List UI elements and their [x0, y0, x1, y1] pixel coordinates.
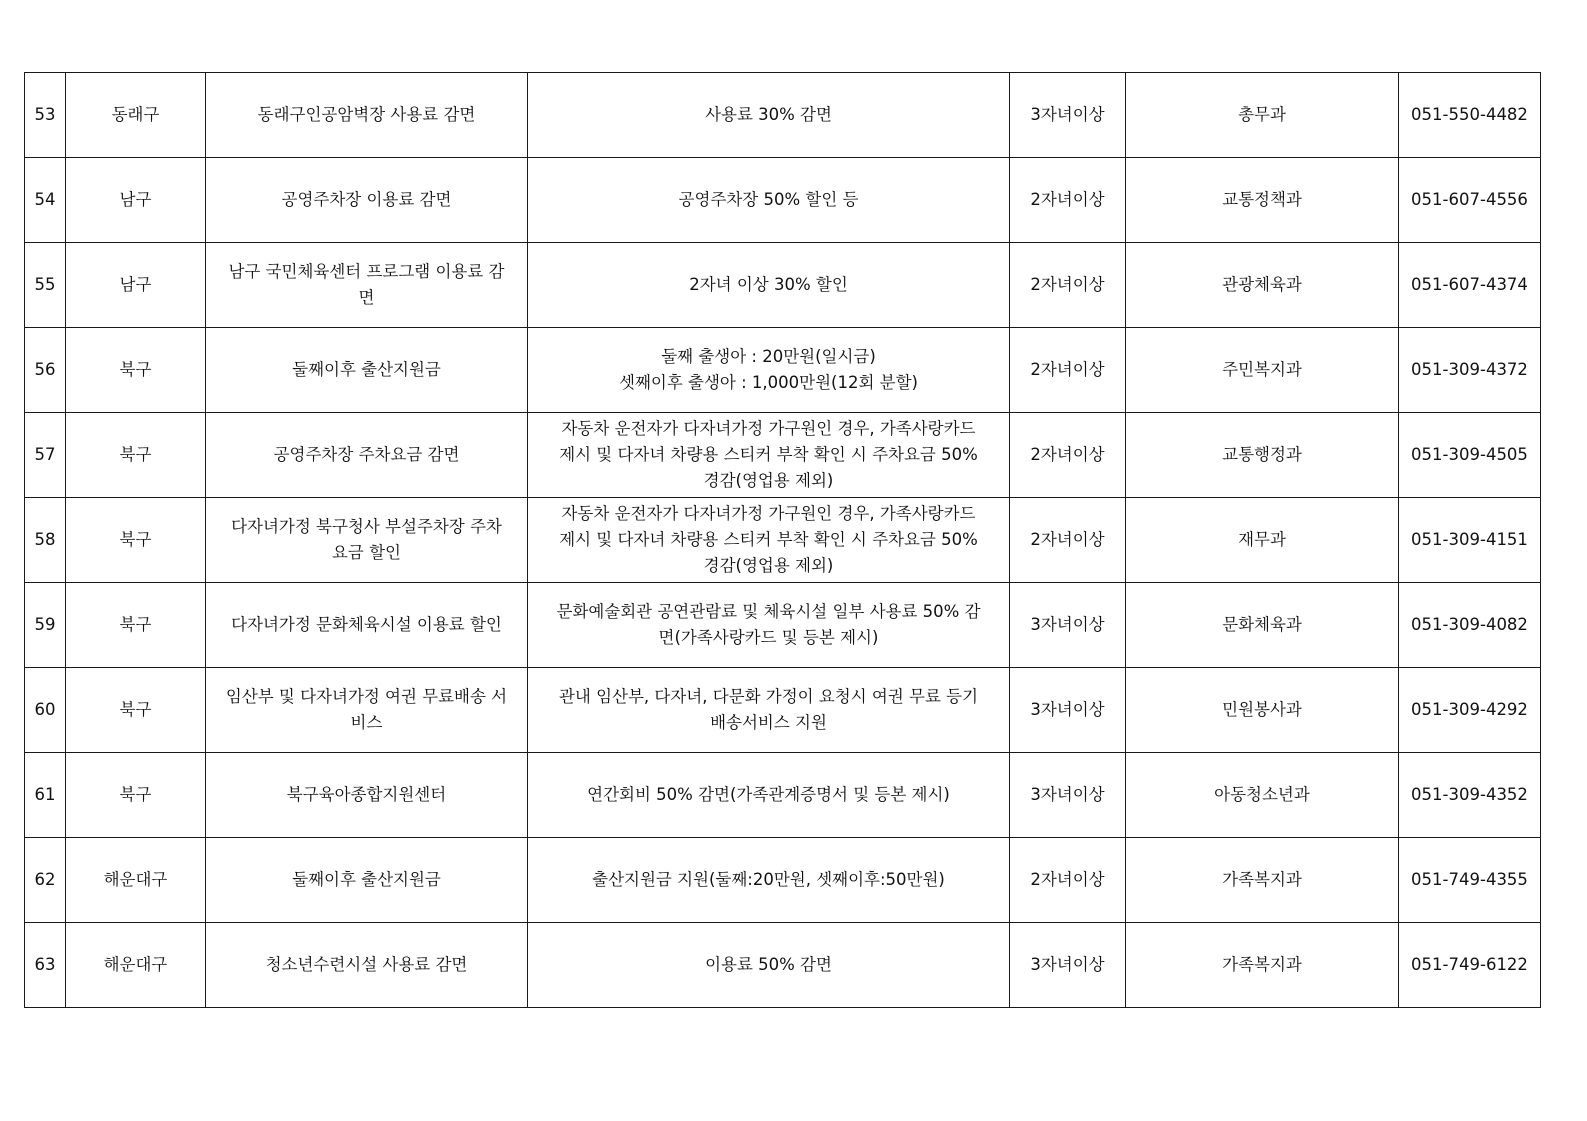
district-cell: 남구 — [66, 243, 206, 328]
program-name-cell: 둘째이후 출산지원금 — [206, 838, 528, 923]
eligibility-cell: 3자녀이상 — [1010, 583, 1126, 668]
table-row — [25, 923, 1541, 1008]
department-cell: 총무과 — [1126, 73, 1399, 158]
table-row — [25, 328, 1541, 413]
department-cell: 가족복지과 — [1126, 923, 1399, 1008]
table-row — [25, 753, 1541, 838]
program-name-cell: 청소년수련시설 사용료 감면 — [206, 923, 528, 1008]
department-cell: 주민복지과 — [1126, 328, 1399, 413]
table-row — [25, 158, 1541, 243]
row-number: 63 — [25, 923, 66, 1008]
row-number: 54 — [25, 158, 66, 243]
district-cell: 해운대구 — [66, 923, 206, 1008]
eligibility-cell: 2자녀이상 — [1010, 838, 1126, 923]
program-name-cell: 북구육아종합지원센터 — [206, 753, 528, 838]
phone-cell: 051-607-4374 — [1399, 243, 1541, 328]
row-number: 59 — [25, 583, 66, 668]
benefit-detail-cell: 둘째 출생아 : 20만원(일시금) 셋째이후 출생아 : 1,000만원(12회 분할) — [528, 328, 1010, 413]
department-cell: 민원봉사과 — [1126, 668, 1399, 753]
district-cell: 북구 — [66, 753, 206, 838]
table-row — [25, 73, 1541, 158]
phone-cell: 051-309-4082 — [1399, 583, 1541, 668]
eligibility-cell: 2자녀이상 — [1010, 498, 1126, 583]
phone-cell: 051-749-6122 — [1399, 923, 1541, 1008]
eligibility-cell: 2자녀이상 — [1010, 243, 1126, 328]
district-cell: 북구 — [66, 668, 206, 753]
department-cell: 교통행정과 — [1126, 413, 1399, 498]
table-body — [25, 73, 1541, 1008]
eligibility-cell: 3자녀이상 — [1010, 753, 1126, 838]
program-name-cell: 공영주차장 주차요금 감면 — [206, 413, 528, 498]
row-number: 56 — [25, 328, 66, 413]
department-cell: 교통정책과 — [1126, 158, 1399, 243]
district-cell: 북구 — [66, 328, 206, 413]
program-name-cell: 다자녀가정 북구청사 부설주차장 주차 요금 할인 — [206, 498, 528, 583]
district-cell: 북구 — [66, 413, 206, 498]
eligibility-cell: 3자녀이상 — [1010, 73, 1126, 158]
row-number: 60 — [25, 668, 66, 753]
table-row — [25, 583, 1541, 668]
phone-cell: 051-309-4292 — [1399, 668, 1541, 753]
eligibility-cell: 2자녀이상 — [1010, 413, 1126, 498]
district-cell: 해운대구 — [66, 838, 206, 923]
phone-cell: 051-309-4505 — [1399, 413, 1541, 498]
benefit-detail-cell: 공영주차장 50% 할인 등 — [528, 158, 1010, 243]
benefit-detail-cell: 사용료 30% 감면 — [528, 73, 1010, 158]
table-row — [25, 668, 1541, 753]
program-name-cell: 남구 국민체육센터 프로그램 이용료 감 면 — [206, 243, 528, 328]
department-cell: 재무과 — [1126, 498, 1399, 583]
row-number: 55 — [25, 243, 66, 328]
phone-cell: 051-309-4372 — [1399, 328, 1541, 413]
program-name-cell: 임산부 및 다자녀가정 여권 무료배송 서 비스 — [206, 668, 528, 753]
row-number: 57 — [25, 413, 66, 498]
benefit-detail-cell: 연간회비 50% 감면(가족관계증명서 및 등본 제시) — [528, 753, 1010, 838]
eligibility-cell: 2자녀이상 — [1010, 328, 1126, 413]
table-row — [25, 413, 1541, 498]
benefit-detail-cell: 이용료 50% 감면 — [528, 923, 1010, 1008]
district-cell: 동래구 — [66, 73, 206, 158]
phone-cell: 051-309-4352 — [1399, 753, 1541, 838]
department-cell: 가족복지과 — [1126, 838, 1399, 923]
row-number: 61 — [25, 753, 66, 838]
benefit-detail-cell: 자동차 운전자가 다자녀가정 가구원인 경우, 가족사랑카드 제시 및 다자녀 차량용 스티커 부착 확인 시 주차요금 50% 경감(영업용 제외) — [528, 498, 1010, 583]
phone-cell: 051-607-4556 — [1399, 158, 1541, 243]
benefit-detail-cell: 관내 임산부, 다자녀, 다문화 가정이 요청시 여권 무료 등기 배송서비스 지원 — [528, 668, 1010, 753]
department-cell: 아동청소년과 — [1126, 753, 1399, 838]
table-row — [25, 243, 1541, 328]
row-number: 58 — [25, 498, 66, 583]
phone-cell: 051-550-4482 — [1399, 73, 1541, 158]
department-cell: 문화체육과 — [1126, 583, 1399, 668]
row-number: 62 — [25, 838, 66, 923]
benefit-detail-cell: 2자녀 이상 30% 할인 — [528, 243, 1010, 328]
table-row — [25, 838, 1541, 923]
row-number: 53 — [25, 73, 66, 158]
benefit-detail-cell: 문화예술회관 공연관람료 및 체육시설 일부 사용료 50% 감 면(가족사랑카드 및 등본 제시) — [528, 583, 1010, 668]
department-cell: 관광체육과 — [1126, 243, 1399, 328]
program-name-cell: 공영주차장 이용료 감면 — [206, 158, 528, 243]
district-cell: 남구 — [66, 158, 206, 243]
program-name-cell: 동래구인공암벽장 사용료 감면 — [206, 73, 528, 158]
district-cell: 북구 — [66, 498, 206, 583]
benefit-detail-cell: 자동차 운전자가 다자녀가정 가구원인 경우, 가족사랑카드 제시 및 다자녀 차량용 스티커 부착 확인 시 주차요금 50% 경감(영업용 제외) — [528, 413, 1010, 498]
benefits-table — [24, 72, 1541, 1008]
benefit-detail-cell: 출산지원금 지원(둘째:20만원, 셋째이후:50만원) — [528, 838, 1010, 923]
program-name-cell: 다자녀가정 문화체육시설 이용료 할인 — [206, 583, 528, 668]
eligibility-cell: 3자녀이상 — [1010, 668, 1126, 753]
eligibility-cell: 2자녀이상 — [1010, 158, 1126, 243]
district-cell: 북구 — [66, 583, 206, 668]
table-row — [25, 498, 1541, 583]
phone-cell: 051-309-4151 — [1399, 498, 1541, 583]
program-name-cell: 둘째이후 출산지원금 — [206, 328, 528, 413]
eligibility-cell: 3자녀이상 — [1010, 923, 1126, 1008]
phone-cell: 051-749-4355 — [1399, 838, 1541, 923]
